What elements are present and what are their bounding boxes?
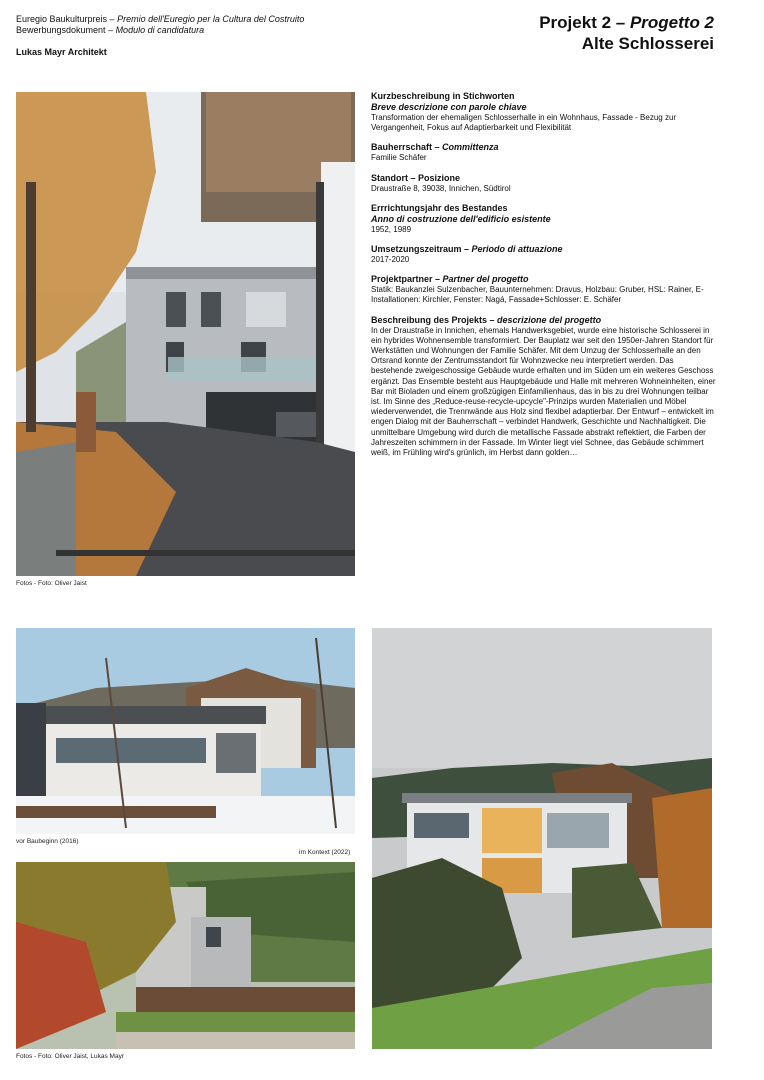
client-heading: Bauherrschaft – Committenza — [371, 142, 499, 153]
section-location — [371, 173, 716, 194]
section-year — [371, 203, 716, 235]
main-photo — [16, 92, 355, 576]
header-line-2 — [16, 25, 204, 36]
project-name: Alte Schlosserei — [581, 34, 714, 53]
header-award-it: Premio dell'Euregio per la Cultura del Costruito — [117, 14, 305, 24]
section-period — [371, 244, 716, 265]
description-heading: Beschreibung des Projekts – descrizione del progetto — [371, 314, 602, 325]
short-heading-de: Kurzbeschreibung in Stichworten — [371, 91, 515, 101]
year-text: 1952, 1989 — [371, 224, 412, 234]
caption-top: Fotos - Foto: Oliver Jaist — [16, 580, 87, 587]
partner-heading: Projektpartner – Partner del progetto — [371, 274, 529, 285]
header-doc-de: Bewerbungsdokument – — [16, 25, 116, 35]
architect-name: Lukas Mayr Architekt — [16, 47, 107, 57]
info-column — [371, 91, 716, 467]
caption-bottom: Fotos - Foto: Oliver Jaist, Lukas Mayr — [16, 1053, 125, 1060]
section-partner — [371, 274, 716, 305]
photo-before-construction — [16, 628, 355, 834]
caption-before: vor Baubeginn (2016) — [16, 838, 79, 845]
partner-text: Statik: Baukanzlei Sulzenbacher, Bauunternehmen: Dravus, Holzbau: Gruber, HSL: Rainer, E-Installationen: Kirchler, Fenster: Nagá, Fassade+Schlosser: E. Schäfer — [371, 285, 704, 305]
photo-in-context — [372, 628, 712, 1049]
header-doc-it: Modulo di candidatura — [115, 25, 205, 35]
short-text: Transformation der ehemaligen Schlosserhalle in ein Wohnhaus, Fassade - Bezug zur Vergangenheit, Fokus auf Adaptierbarkeit und Flexibilität — [371, 113, 677, 133]
header-line-1 — [16, 14, 304, 25]
client-text: Familie Schäfer — [371, 153, 427, 163]
section-short-description — [371, 91, 716, 133]
period-text: 2017-2020 — [371, 255, 410, 265]
short-heading-it: Breve descrizione con parole chiave — [371, 102, 527, 112]
header-award-de: Euregio Baukulturpreis – — [16, 14, 118, 24]
photo-street-autumn — [16, 862, 355, 1049]
section-description — [371, 315, 716, 459]
location-heading: Standort – Posizione — [371, 172, 461, 183]
section-client — [371, 142, 716, 163]
caption-context: im Kontext (2022) — [299, 849, 351, 856]
year-heading-it: Anno di costruzione dell'edificio esistente — [371, 213, 551, 224]
project-number: Projekt 2 – Progetto 2 — [539, 13, 714, 32]
year-heading-de: Errrichtungsjahr des Bestandes — [371, 202, 508, 213]
project-title-block — [539, 12, 714, 54]
location-text: Draustraße 8, 39038, Innichen, Südtirol — [371, 183, 511, 193]
description-text: In der Draustraße in Innichen, ehemals Handwerksgebiet, wurde eine historische Schlosserei in ein hybrides Wohnensemble transformiert. Der Bauplatz war seit den 1950er-Jahren Standort für Werkstätten und Wohnungen der Familie Schäfer. Mit dem Umzug der Schlosserhalle an den Ortsrand konnte der Zentrumsstandort für Wohnzwecke neu interpretiert werden. Das bestehende zweigeschossige Gebäude wurde erhalten und im Süden um ein weiteres Geschoss ergänzt. Das Ensemble besteht aus Hauptgebäude und Halle mit mehreren Wohneinheiten, einer Bar mit Bioladen und einem großzügigen Einfamilienhaus, das in bis zu drei Wohnungen teilbar ist. Im Sinne des „Reduce-reuse-recycle-upcycle"-Prinzips wurden Materialien und Möbel wiederverwendet, die Trennwände aus Holz sind flexibel adaptierbar. Der Entwurf – entwickelt im engen Dialog mit der Bauherrschaft – verbindet Handwerk, Geschichte und Nachhaltigkeit. Die unmittelbare Umgebung wird durch die metallische Fassade abstrakt reflektiert, die Farben der Jahreszeiten schimmern in der Fassade. Im Winter liegt viel Schnee, das Gebäude schimmert weiß, im Frühling wird's grünlich, im Herbst dann golden… — [371, 325, 716, 458]
period-heading: Umsetzungszeitraum – Periodo di attuazione — [371, 244, 563, 255]
